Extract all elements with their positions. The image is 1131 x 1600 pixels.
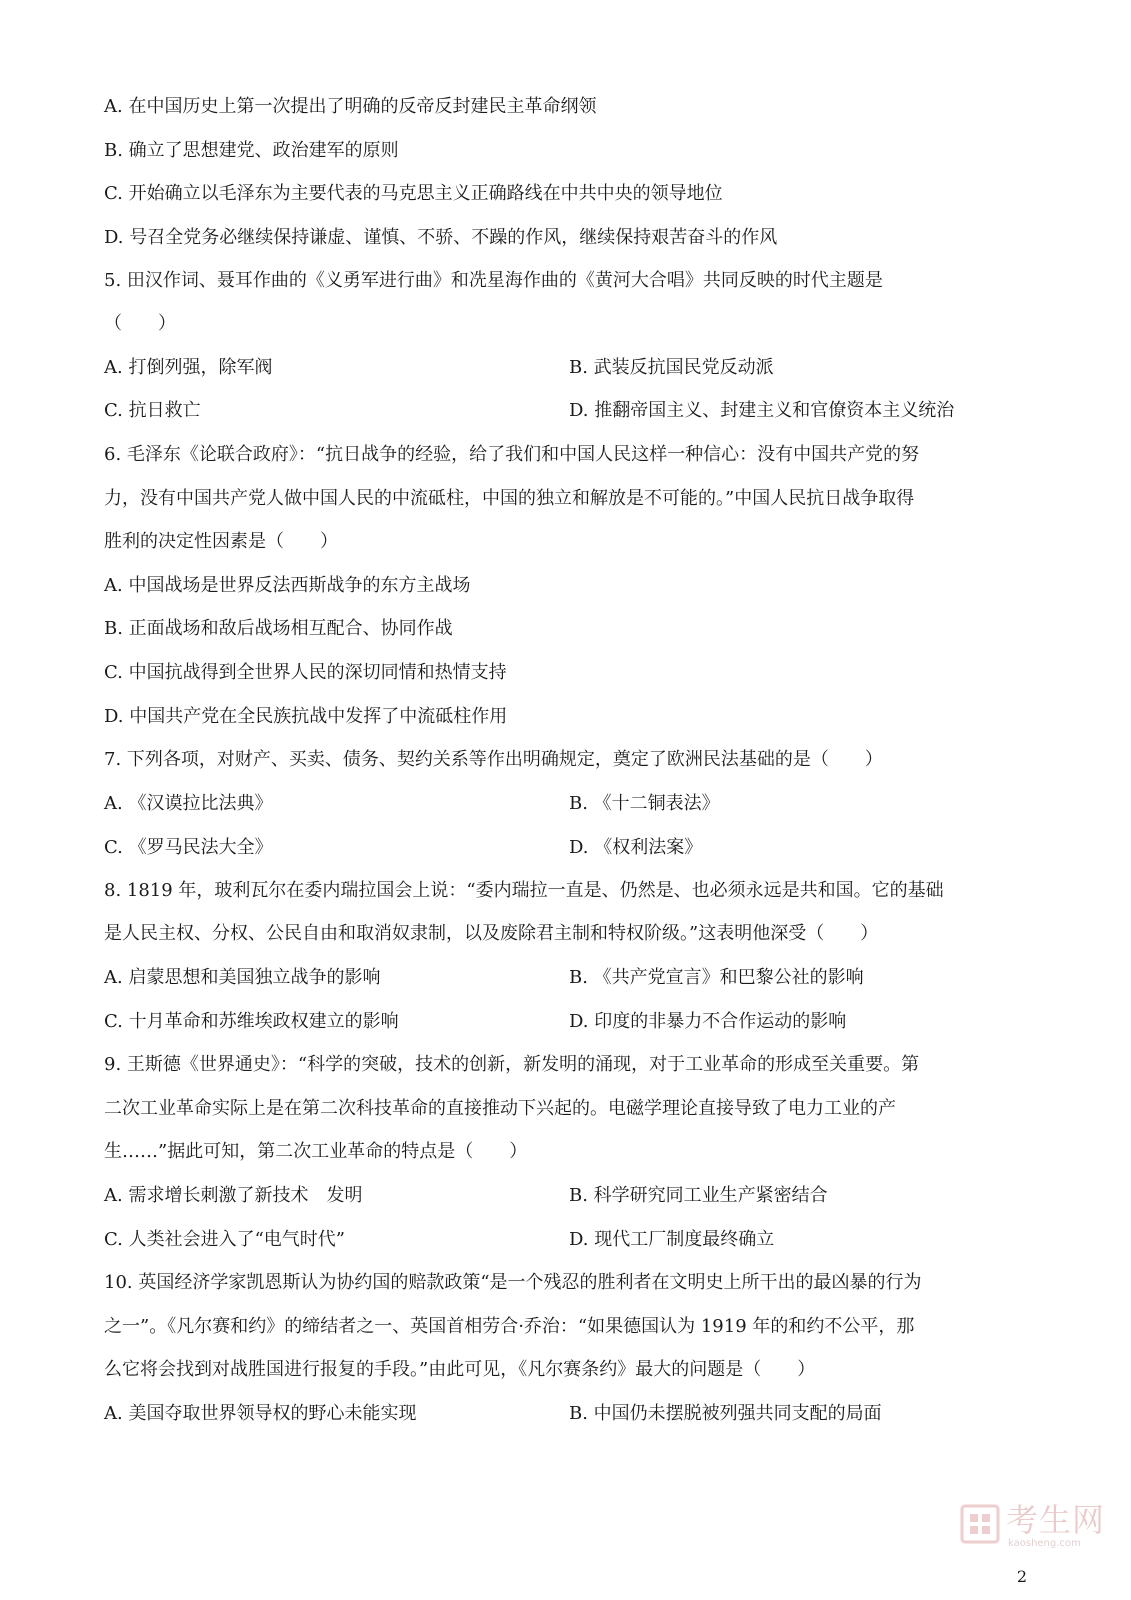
q9-option-c: C. 人类社会进入了“电气时代”: [104, 1229, 345, 1250]
q9-option-b: B. 科学研究同工业生产紧密结合: [569, 1185, 828, 1206]
q10-stem-line3: 么它将会找到对战胜国进行报复的手段。”由此可见，《凡尔赛条约》最大的问题是（ ）: [104, 1359, 816, 1380]
q6-option-d: D. 中国共产党在全民族抗战中发挥了中流砥柱作用: [104, 706, 508, 727]
q7-stem: 7. 下列各项，对财产、买卖、债务、契约关系等作出明确规定，奠定了欧洲民法基础的是（ ）: [104, 749, 883, 770]
q10-option-b: B. 中国仍未摆脱被列强共同支配的局面: [569, 1403, 882, 1424]
q4-option-b: B. 确立了思想建党、政治建军的原则: [104, 140, 399, 161]
q7-option-d: D. 《权利法案》: [569, 837, 703, 858]
q8-option-d: D. 印度的非暴力不合作运动的影响: [569, 1011, 847, 1032]
q8-option-a: A. 启蒙思想和美国独立战争的影响: [104, 967, 381, 988]
q6-stem-line1: 6. 毛泽东《论联合政府》：“抗日战争的经验，给了我们和中国人民这样一种信心：没有中国共产党的努: [104, 444, 920, 465]
q7-option-a: A. 《汉谟拉比法典》: [104, 793, 273, 814]
watermark-text: 考生网: [1006, 1501, 1106, 1539]
q4-option-a: A. 在中国历史上第一次提出了明确的反帝反封建民主革命纲领: [104, 96, 597, 117]
q7-option-c: C. 《罗马民法大全》: [104, 837, 273, 858]
q9-stem-line2: 二次工业革命实际上是在第二次科技革命的直接推动下兴起的。电磁学理论直接导致了电力工业的产: [104, 1098, 896, 1119]
q7-option-b: B. 《十二铜表法》: [569, 793, 720, 814]
q9-stem-line1: 9. 王斯德《世界通史》：“科学的突破，技术的创新，新发明的涌现，对于工业革命的形成至关重要。第: [104, 1054, 920, 1075]
q6-stem-line2: 力，没有中国共产党人做中国人民的中流砥柱，中国的独立和解放是不可能的。”中国人民抗日战争取得: [104, 488, 915, 509]
q5-option-a: A. 打倒列强，除军阀: [104, 357, 273, 378]
q5-stem-line2: （ ）: [104, 313, 176, 334]
q6-stem-line3: 胜利的决定性因素是（ ）: [104, 531, 338, 552]
page-number: 2: [1016, 1567, 1027, 1586]
q6-option-a: A. 中国战场是世界反法西斯战争的东方主战场: [104, 575, 471, 596]
watermark: [960, 1500, 1110, 1560]
q4-option-c: C. 开始确立以毛泽东为主要代表的马克思主义正确路线在中共中央的领导地位: [104, 183, 723, 204]
watermark-logo-icon: [960, 1504, 1000, 1544]
q6-option-b: B. 正面战场和敌后战场相互配合、协同作战: [104, 618, 453, 639]
q5-option-b: B. 武装反抗国民党反动派: [569, 357, 774, 378]
q8-stem-line2: 是人民主权、分权、公民自由和取消奴隶制，以及废除君主制和特权阶级。”这表明他深受（ ）: [104, 923, 879, 944]
q8-stem-line1: 8. 1819 年，玻利瓦尔在委内瑞拉国会上说：“委内瑞拉一直是、仍然是、也必须永远是共和国。它的基础: [104, 880, 944, 901]
q10-stem-line2: 之一”。《凡尔赛和约》的缔结者之一、英国首相劳合·乔治：“如果德国认为 1919 年的和约不公平，那: [104, 1316, 915, 1337]
q9-option-d: D. 现代工厂制度最终确立: [569, 1229, 775, 1250]
q8-option-b: B. 《共产党宣言》和巴黎公社的影响: [569, 967, 864, 988]
q4-option-d: D. 号召全党务必继续保持谦虚、谨慎、不骄、不躁的作风，继续保持艰苦奋斗的作风: [104, 227, 778, 248]
q9-option-a: A. 需求增长刺激了新技术 发明: [104, 1185, 363, 1206]
q5-option-c: C. 抗日救亡: [104, 400, 201, 421]
q5-option-d: D. 推翻帝国主义、封建主义和官僚资本主义统治: [569, 400, 955, 421]
q10-option-a: A. 美国夺取世界领导权的野心未能实现: [104, 1403, 417, 1424]
q8-option-c: C. 十月革命和苏维埃政权建立的影响: [104, 1011, 399, 1032]
watermark-url: kaosheng.com: [1008, 1538, 1081, 1549]
q9-stem-line3: 生……”据此可知，第二次工业革命的特点是（ ）: [104, 1141, 528, 1162]
q6-option-c: C. 中国抗战得到全世界人民的深切同情和热情支持: [104, 662, 507, 683]
q10-stem-line1: 10. 英国经济学家凯恩斯认为协约国的赔款政策“是一个残忍的胜利者在文明史上所干出的最凶暴的行为: [104, 1272, 922, 1293]
q5-stem-line1: 5. 田汉作词、聂耳作曲的《义勇军进行曲》和冼星海作曲的《黄河大合唱》共同反映的时代主题是: [104, 270, 883, 291]
